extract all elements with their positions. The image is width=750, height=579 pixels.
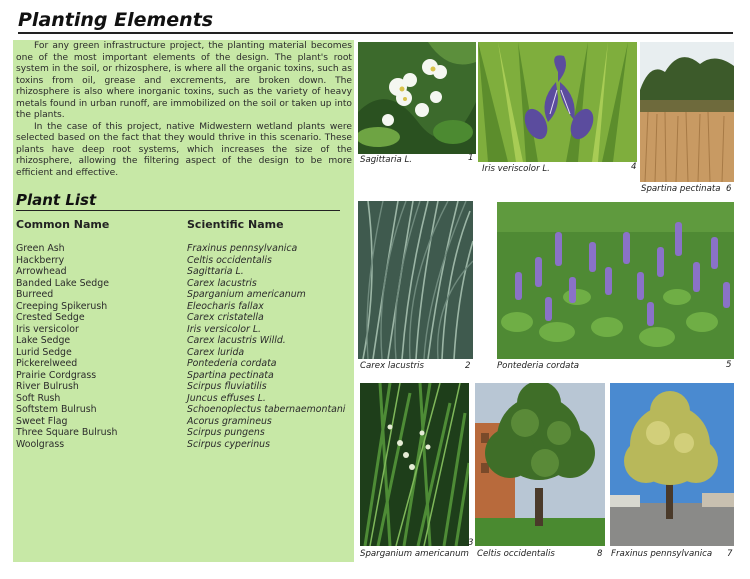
photo-iris [478,42,637,162]
page-title: Planting Elements [18,8,733,34]
common-name: Lurid Sedge [16,346,72,358]
photo-caption-iris: Iris veriscolor L. [482,164,550,174]
photo-caption-pontederia: Pontederia cordata [497,361,580,371]
scientific-name-header: Scientific Name [187,218,284,231]
common-name: Green Ash [16,243,65,254]
photo-fraxinus [610,383,734,546]
scientific-name: Schoenoplectus tabernaemontani [187,404,346,415]
photo-caption-spartina: Spartina pectinata [641,184,721,194]
scientific-name: Celtis occidentalis [187,254,272,266]
common-name-header: Common Name [16,218,110,231]
photo-number-8: 8 [597,549,603,559]
scientific-name: Acorus gramineus [187,415,272,427]
photo-spartina [640,42,734,182]
photo-sparganium [360,383,469,546]
scientific-name: Scirpus cyperinus [187,438,270,450]
common-name: Arrowhead [16,266,67,277]
common-name: Pickerelweed [16,358,78,369]
scientific-name: Fraxinus pennsylvanica [187,243,298,254]
scientific-name: Carex lacustris [187,277,257,289]
scientific-name: Spartina pectinata [187,369,274,381]
scientific-name: Scirpus pungens [187,427,265,438]
photo-number-3: 3 [468,538,474,548]
photo-carex [358,201,473,359]
photo-number-4: 4 [631,162,637,172]
scientific-name: Iris versicolor L. [187,323,262,335]
scientific-name: Sagittaria L. [187,266,244,277]
photo-caption-celtis: Celtis occidentalis [477,549,555,559]
scientific-name: Carex cristatella [187,312,264,323]
photo-pontederia [497,202,734,359]
photo-caption-sparganium: Sparganium americanum [360,549,469,559]
common-name: Banded Lake Sedge [16,277,109,289]
photo-number-7: 7 [727,549,733,559]
scientific-name: Eleocharis fallax [187,300,264,312]
photo-caption-sagittaria: Sagittaria L. [360,155,413,165]
scientific-name: Carex lacustris Willd. [187,335,286,346]
scientific-name: Scirpus fluviatilis [187,381,267,392]
common-name: Iris versicolor [16,323,79,335]
common-name: Creeping Spikerush [16,300,108,312]
photo-number-6: 6 [726,184,732,194]
intro-paragraph-1: For any green infrastructure project, the planting material becomes one of the most important elements of the design. The plant's root system in the soil, or rhizosphere, is where all the organic toxins, such as toxins from oil, grease and excrements, are broken down. The rhizosphere is also where inorganic toxins, such as the variety of heavy metals found in urban runoff, are immobilized on the soil or taken up into the plants. [16,41,352,120]
common-name: Crested Sedge [16,312,85,323]
photo-caption-fraxinus: Fraxinus pennsylvanica [611,549,713,559]
scientific-name-list [187,243,345,450]
photo-celtis [475,383,605,546]
common-name: Three Square Bulrush [16,427,118,438]
photo-sagittaria [358,42,476,154]
common-name: Prairie Cordgrass [16,369,97,381]
common-name: River Bulrush [16,381,79,392]
common-name: Lake Sedge [16,335,71,346]
photo-number-5: 5 [726,360,732,370]
intro-text [16,41,352,179]
common-name: Softstem Bulrush [16,404,97,415]
scientific-name: Juncus effuses L. [187,392,266,404]
photo-number-2: 2 [465,361,471,371]
common-name-list [16,243,117,450]
scientific-name: Carex lurida [187,346,245,358]
scientific-name: Pontederia cordata [187,358,277,369]
intro-paragraph-2: In the case of this project, native Midwestern wetland plants were selected based on the fact that they would thrive in this scenario. These plants have deep root systems, which increases the size of the rhizosphere, allowing the filtering aspect of the design to be more efficient and effective. [16,121,352,178]
photo-number-1: 1 [468,153,474,163]
scientific-name: Sparganium americanum [187,289,306,300]
common-name: Sweet Flag [16,415,68,427]
common-name: Hackberry [16,254,65,266]
common-name: Soft Rush [16,392,61,404]
photo-caption-carex: Carex lacustris [360,361,424,371]
common-name: Burreed [16,289,54,300]
plant-list-title: Plant List [16,190,340,211]
common-name: Woolgrass [16,438,65,450]
